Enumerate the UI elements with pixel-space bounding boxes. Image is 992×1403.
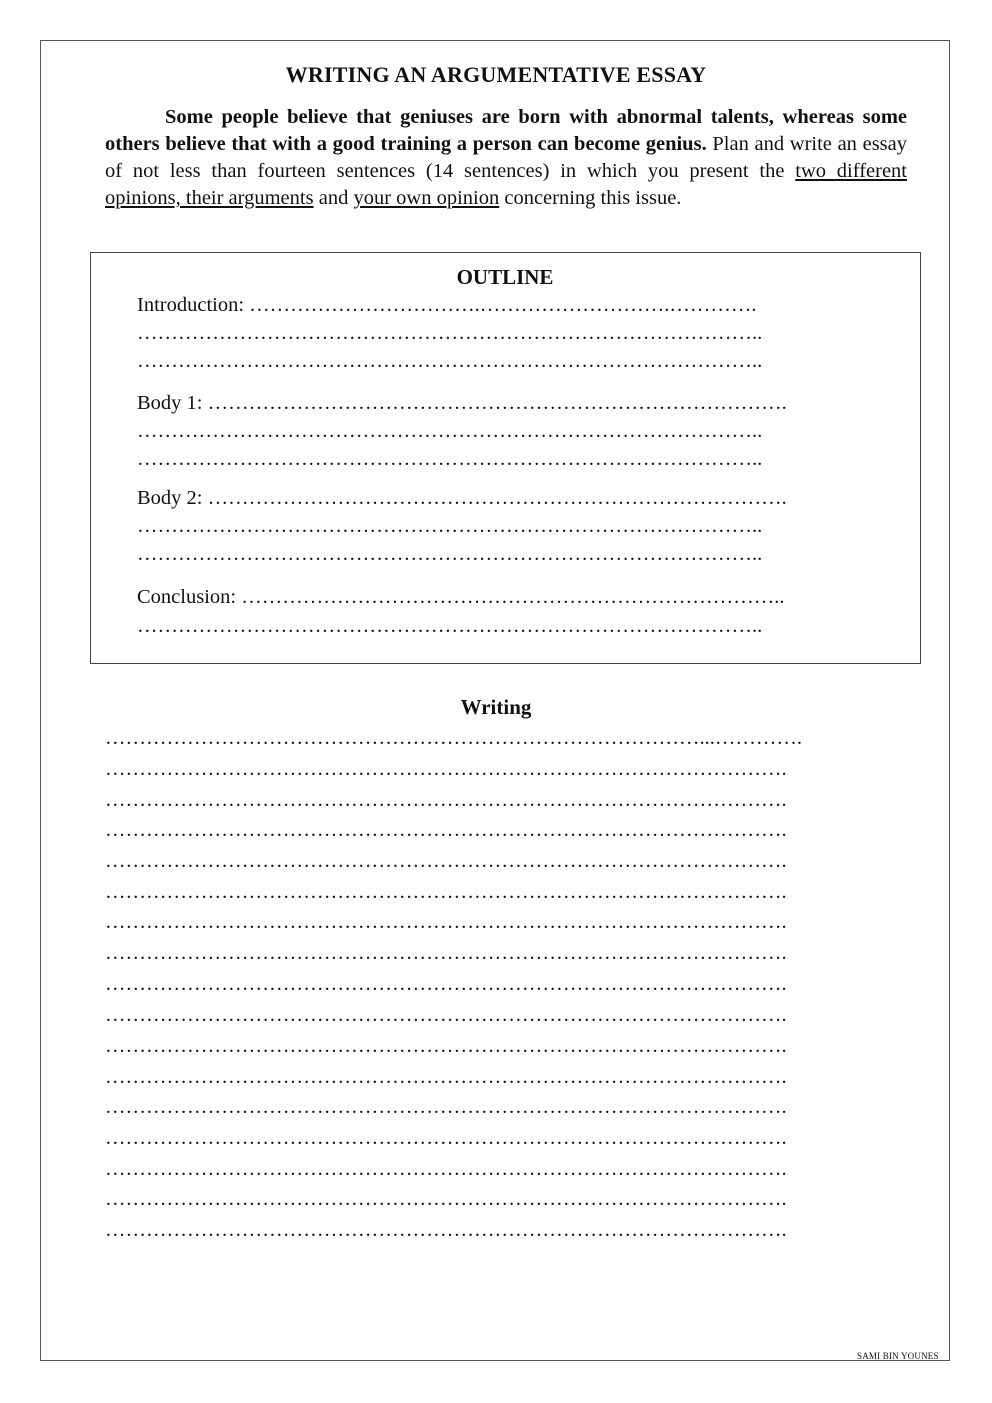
writing-line[interactable]: ……………………………………………………………………………………….: [105, 789, 787, 811]
outline-line[interactable]: ………………………………………………………………………………..: [137, 543, 763, 565]
prompt-text-2: and: [313, 187, 354, 209]
writing-line[interactable]: ……………………………………………………………………………………….: [105, 1219, 787, 1241]
outline-body2-line[interactable]: Body 2: ………………………………………………………………………….: [137, 487, 787, 509]
prompt-text-3: concerning this issue.: [499, 187, 682, 209]
author-credit: SAMI BIN YOUNES: [857, 1351, 939, 1361]
writing-title: Writing: [460, 695, 532, 719]
writing-line[interactable]: ……………………………………………………………………………………….: [105, 881, 787, 903]
writing-line[interactable]: ……………………………………………………………………………………….: [105, 1066, 787, 1088]
writing-line[interactable]: ……………………………………………………………………………………….: [105, 1004, 787, 1026]
writing-line[interactable]: ……………………………………………………………………………………….: [105, 1188, 787, 1210]
outline-line[interactable]: ………………………………………………………………………………..: [137, 350, 763, 372]
outline-line[interactable]: ………………………………………………………………………………..: [137, 448, 763, 470]
essay-prompt: [105, 104, 907, 212]
writing-line[interactable]: ……………………………………………………………………………………….: [105, 1158, 787, 1180]
writing-line[interactable]: ……………………………………………………………………………………….: [105, 911, 787, 933]
prompt-text-1: Plan and write an essay of not less than fourteen sentences (14 sentences) in which you present the: [105, 133, 908, 182]
outline-conclusion-line[interactable]: Conclusion: ……………………………………………………………………..: [137, 586, 785, 608]
outline-line[interactable]: ………………………………………………………………………………..: [137, 420, 763, 442]
writing-line[interactable]: ……………………………………………………………………………………….: [105, 850, 787, 872]
outline-line[interactable]: ………………………………………………………………………………..: [137, 322, 763, 344]
writing-line[interactable]: ……………………………………………………………………………...………….: [105, 727, 802, 749]
prompt-underline-opinions: two different opinions, their arguments: [105, 160, 907, 209]
writing-line[interactable]: ……………………………………………………………………………………….: [105, 1035, 787, 1057]
writing-line[interactable]: ……………………………………………………………………………………….: [105, 973, 787, 995]
outline-introduction-line[interactable]: Introduction: …………………………….……………………….………….: [137, 294, 757, 316]
writing-line[interactable]: ……………………………………………………………………………………….: [105, 1127, 787, 1149]
writing-line[interactable]: ……………………………………………………………………………………….: [105, 758, 787, 780]
writing-line[interactable]: ……………………………………………………………………………………….: [105, 819, 787, 841]
prompt-bold-statement: Some people believe that geniuses are born with abnormal talents, whereas some others believe that with a good training a person can become genius.: [105, 106, 907, 155]
writing-line[interactable]: ……………………………………………………………………………………….: [105, 1096, 787, 1118]
writing-line[interactable]: ……………………………………………………………………………………….: [105, 942, 787, 964]
outline-line[interactable]: ………………………………………………………………………………..: [137, 615, 763, 637]
page-title: WRITING AN ARGUMENTATIVE ESSAY: [285, 62, 707, 87]
prompt-underline-own-opinion: your own opinion: [353, 187, 500, 209]
outline-title: OUTLINE: [456, 265, 554, 289]
outline-line[interactable]: ………………………………………………………………………………..: [137, 515, 763, 537]
outline-body1-line[interactable]: Body 1: ………………………………………………………………………….: [137, 392, 787, 414]
